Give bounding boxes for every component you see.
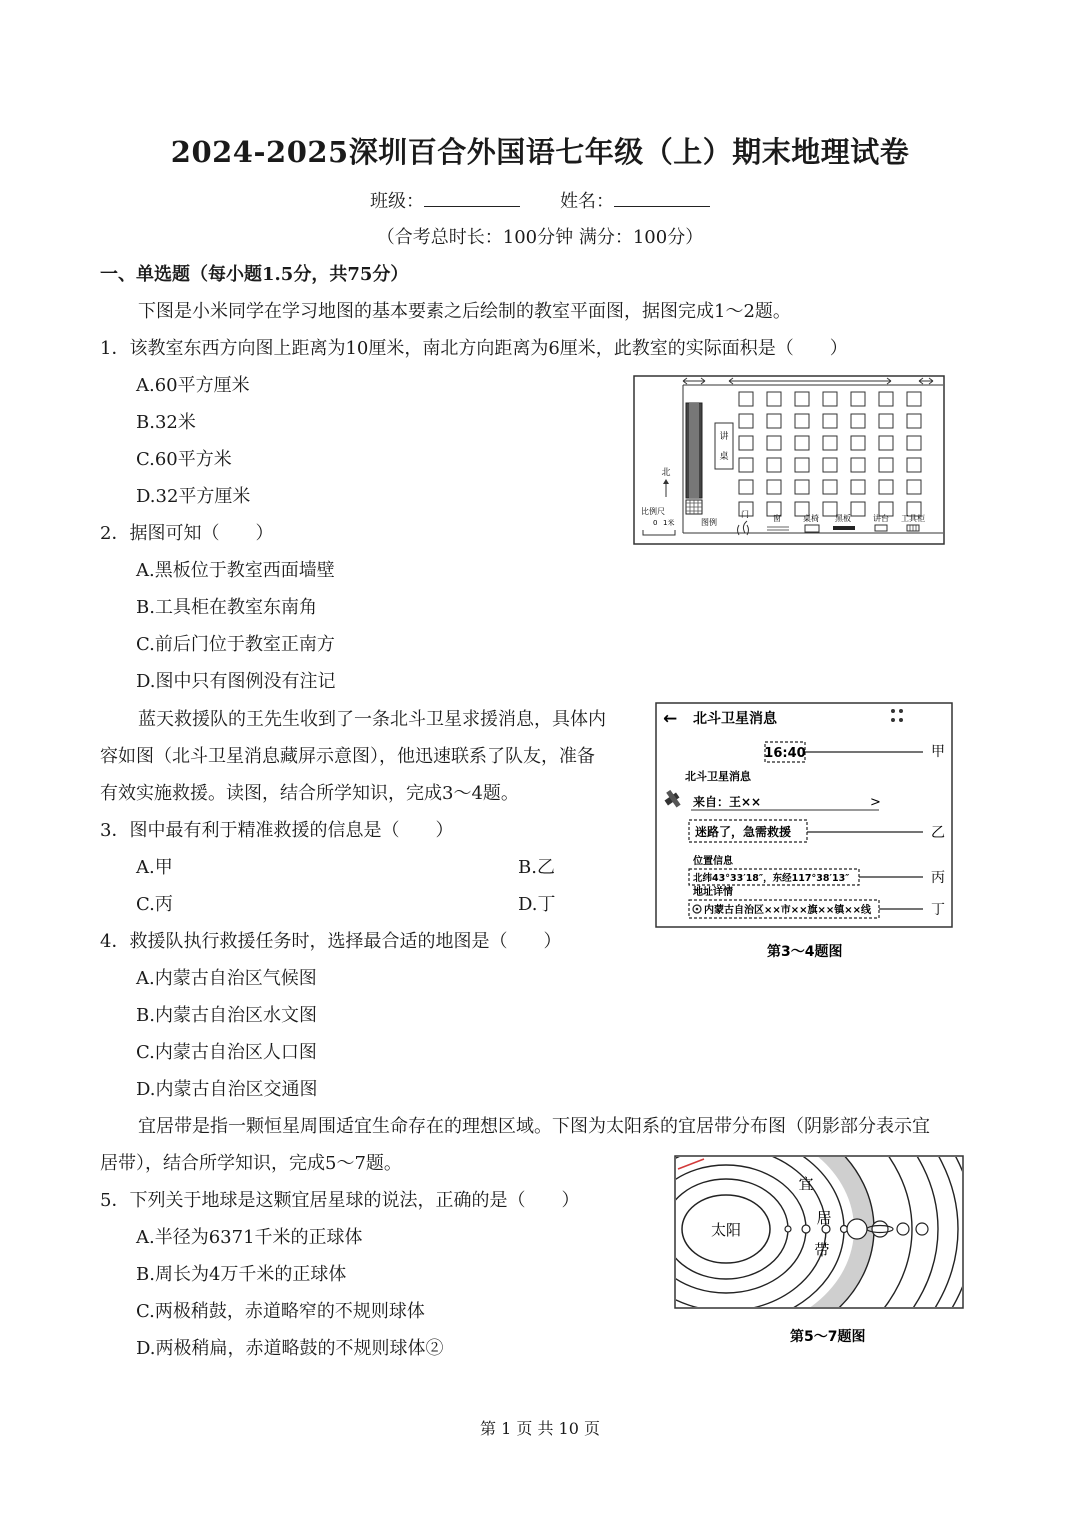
scale-label: 比例尺 bbox=[641, 507, 665, 516]
q5-stem: 5．下列关于地球是这颗宜居星球的说法，正确的是（ ） bbox=[100, 1190, 580, 1211]
legend-title: 图例 bbox=[701, 518, 717, 527]
desk-seat bbox=[851, 480, 865, 494]
class-blank[interactable] bbox=[424, 188, 520, 207]
desk-seat bbox=[879, 458, 893, 472]
desk-seat bbox=[907, 392, 921, 406]
section-heading: 一、单选题（每小题1.5分，共75分） bbox=[100, 264, 409, 285]
desk-seat bbox=[823, 458, 837, 472]
q3-stem: 3．图中最有利于精准救援的信息是（ ） bbox=[100, 820, 454, 841]
q4-option-b[interactable]: B.内蒙古自治区水文图 bbox=[136, 1005, 317, 1026]
desk-seat bbox=[739, 436, 753, 450]
q1-option-a[interactable]: A.60平方厘米 bbox=[136, 375, 250, 396]
name-blank[interactable] bbox=[614, 188, 710, 207]
page-number: 第 1 页 共 10 页 bbox=[480, 1419, 600, 1438]
classroom-plan-figure bbox=[633, 375, 945, 545]
q5-option-c[interactable]: C.两极稍鼓，赤道略窄的不规则球体 bbox=[136, 1301, 425, 1322]
podium-label-1: 讲 bbox=[719, 432, 729, 442]
desk-seat bbox=[767, 414, 781, 428]
chevron-right-icon: > bbox=[870, 795, 881, 810]
position-title: 位置信息 bbox=[693, 856, 733, 867]
q4-stem: 4．救援队执行救援任务时，选择最合适的地图是（ ） bbox=[100, 931, 562, 952]
north-label: 北 bbox=[661, 468, 671, 478]
beidou-message-figure bbox=[655, 702, 955, 964]
q5-option-b[interactable]: B.周长为4万千米的正球体 bbox=[136, 1264, 347, 1285]
legend-door: 门 bbox=[741, 510, 749, 519]
label-ding: 丁 bbox=[931, 902, 945, 918]
group3-intro-line2: 居带），结合所学知识，完成5～7题。 bbox=[100, 1153, 402, 1174]
q1-option-c[interactable]: C.60平方米 bbox=[136, 449, 232, 470]
desk-seat bbox=[851, 414, 865, 428]
desk-seat bbox=[907, 436, 921, 450]
label-bing: 丙 bbox=[931, 870, 945, 886]
scale-tick-1: 1米 bbox=[663, 519, 675, 527]
desk-seat bbox=[823, 480, 837, 494]
q3-option-d[interactable]: D.丁 bbox=[518, 894, 556, 915]
q2-option-b[interactable]: B.工具柜在教室东南角 bbox=[136, 597, 317, 618]
q1-option-b[interactable]: B.32米 bbox=[136, 412, 196, 433]
desk-seat bbox=[823, 436, 837, 450]
group1-intro: 下图是小米同学在学习地图的基本要素之后绘制的教室平面图，据图完成1～2题。 bbox=[138, 301, 791, 322]
legend-desk: 桌椅 bbox=[803, 514, 819, 523]
legend-blackboard: 黑板 bbox=[835, 514, 851, 523]
desk-seat bbox=[795, 480, 809, 494]
desk-seat bbox=[795, 392, 809, 406]
name-label: 姓名： bbox=[560, 191, 614, 212]
q1-option-d[interactable]: D.32平方厘米 bbox=[136, 486, 251, 507]
desk-seat bbox=[739, 392, 753, 406]
desk-seat bbox=[795, 458, 809, 472]
group2-intro-line3: 有效实施救援。读图，结合所学知识，完成3～4题。 bbox=[100, 783, 519, 804]
desk-seat bbox=[767, 392, 781, 406]
sat-message-title: 北斗卫星消息 bbox=[685, 770, 751, 783]
desk-seat bbox=[823, 392, 837, 406]
desk-seat bbox=[767, 480, 781, 494]
q5-option-d[interactable]: D.两极稍扁，赤道略鼓的不规则球体② bbox=[136, 1338, 444, 1359]
figure-caption-3-4: 第3～4题图 bbox=[767, 944, 843, 960]
q2-option-d[interactable]: D.图中只有图例没有注记 bbox=[136, 671, 336, 692]
desk-seat bbox=[767, 458, 781, 472]
exam-info: （合考总时长：100分钟 满分：100分） bbox=[376, 227, 704, 248]
q5-option-a[interactable]: A.半径为6371千米的正球体 bbox=[136, 1227, 363, 1248]
label-jia: 甲 bbox=[931, 744, 945, 760]
podium-label-2: 桌 bbox=[719, 452, 729, 462]
label-yi: 乙 bbox=[931, 825, 945, 841]
address-title: 地址详情 bbox=[693, 887, 733, 898]
class-label: 班级： bbox=[370, 191, 424, 212]
desk-seat bbox=[739, 480, 753, 494]
zone-label-2: 居 bbox=[816, 1209, 832, 1227]
desk-seat bbox=[907, 480, 921, 494]
group2-intro-line1: 蓝天救援队的王先生收到了一条北斗卫星求援消息，具体内 bbox=[138, 709, 606, 730]
class-field bbox=[370, 188, 520, 215]
q2-stem: 2．据图可知（ ） bbox=[100, 523, 274, 544]
group3-intro-line1: 宜居带是指一颗恒星周围适宜生命存在的理想区域。下图为太阳系的宜居带分布图（阴影部分表示宜 bbox=[138, 1116, 930, 1137]
q2-option-c[interactable]: C.前后门位于教室正南方 bbox=[136, 634, 335, 655]
scale-tick-0: 0 bbox=[653, 519, 658, 527]
habitable-zone-figure bbox=[674, 1155, 966, 1351]
legend-cabinet: 工具柜 bbox=[901, 514, 925, 523]
desk-seat bbox=[851, 436, 865, 450]
desk-seat bbox=[907, 414, 921, 428]
desk-seat bbox=[907, 458, 921, 472]
desk-seat bbox=[767, 436, 781, 450]
desk-seat bbox=[851, 502, 865, 516]
q4-option-a[interactable]: A.内蒙古自治区气候图 bbox=[136, 968, 317, 989]
message-time: 16:40 bbox=[764, 746, 806, 761]
q4-option-d[interactable]: D.内蒙古自治区交通图 bbox=[136, 1079, 318, 1100]
desk-seat bbox=[879, 480, 893, 494]
q2-option-a[interactable]: A.黑板位于教室西面墙壁 bbox=[136, 560, 335, 581]
q3-option-b[interactable]: B.乙 bbox=[518, 857, 555, 878]
legend-window: 窗 bbox=[773, 514, 781, 523]
figure-caption-5-7: 第5～7题图 bbox=[790, 1329, 866, 1345]
group2-intro-line2: 容如图（北斗卫星消息藏屏示意图），他迅速联系了队友，准备 bbox=[100, 746, 595, 767]
desk-seat bbox=[823, 414, 837, 428]
position-coords: 北纬43°33′18″，东经117°38′13″ bbox=[693, 873, 850, 884]
address-text: 内蒙古自治区××市××旗××镇××线 bbox=[704, 905, 872, 916]
page-title: 2024-2025深圳百合外国语七年级（上）期末地理试卷 bbox=[170, 135, 910, 169]
legend-podium: 讲台 bbox=[873, 514, 889, 523]
zone-label-3: 带 bbox=[814, 1241, 830, 1259]
desk-seat bbox=[851, 392, 865, 406]
q3-option-c[interactable]: C.丙 bbox=[136, 894, 173, 915]
desk-seat bbox=[879, 436, 893, 450]
desk-seat bbox=[879, 414, 893, 428]
desk-seat bbox=[795, 414, 809, 428]
desk-seat bbox=[739, 414, 753, 428]
desk-seat bbox=[739, 458, 753, 472]
back-arrow-icon: ← bbox=[663, 709, 678, 729]
phone-header-title: 北斗卫星消息 bbox=[693, 711, 777, 727]
message-from: 来自：王×× bbox=[693, 795, 762, 809]
desk-seat bbox=[879, 392, 893, 406]
desk-seat bbox=[851, 458, 865, 472]
sun-label: 太阳 bbox=[710, 1221, 742, 1239]
message-text: 迷路了，急需救援 bbox=[695, 825, 792, 839]
q3-option-a[interactable]: A.甲 bbox=[136, 857, 173, 878]
name-field bbox=[560, 188, 710, 215]
desk-seat bbox=[795, 436, 809, 450]
zone-label-1: 宜 bbox=[798, 1175, 814, 1193]
q1-stem: 1．该教室东西方向图上距离为10厘米，南北方向距离为6厘米，此教室的实际面积是（ ） bbox=[100, 338, 848, 359]
q4-option-c[interactable]: C.内蒙古自治区人口图 bbox=[136, 1042, 317, 1063]
